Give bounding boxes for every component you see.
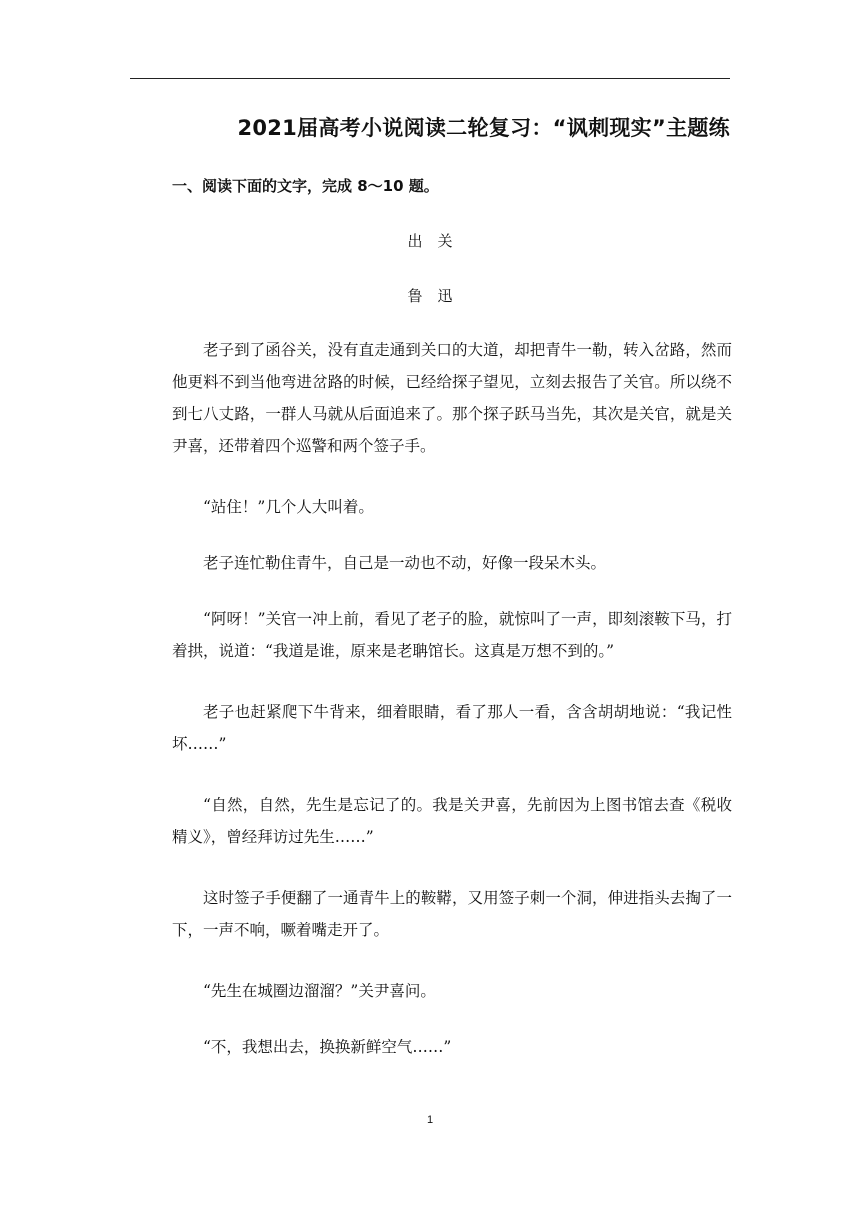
story-title: 出关 — [407, 232, 468, 250]
header-rule — [130, 78, 730, 79]
paragraph: 老子到了函谷关，没有直走通到关口的大道，却把青牛一勒，转入岔路，然而他更料不到当他弯进岔路的时候，已经给探子望见，立刻去报告了关官。所以绕不到七八丈路，一群人马就从后面追来了。那个探子跃马当先，其次是关官，就是关尹喜，还带着四个巡警和两个签子手。 — [172, 341, 732, 455]
story-author: 鲁迅 — [407, 287, 468, 305]
paragraph: “站住！”几个人大叫着。 — [203, 498, 374, 516]
paragraph: 这时签子手便翻了一通青牛上的鞍鞯，又用签子刺一个洞，伸进指头去掏了一下，一声不响，噘着嘴走开了。 — [172, 889, 732, 939]
paragraph: “先生在城圈边溜溜？”关尹喜问。 — [203, 982, 436, 1000]
paragraph: 老子连忙勒住青牛，自己是一动也不动，好像一段呆木头。 — [203, 554, 607, 572]
paragraph: “阿呀！”关官一冲上前，看见了老子的脸，就惊叫了一声，即刻滚鞍下马，打着拱，说道：“我道是谁，原来是老聃馆长。这真是万想不到的。” — [172, 610, 732, 660]
story-body — [172, 334, 732, 1092]
paragraph: 老子也赶紧爬下牛背来，细着眼睛，看了那人一看，含含胡胡地说：“我记性坏……” — [172, 703, 732, 753]
page-number: 1 — [426, 1114, 434, 1126]
section-heading: 一、阅读下面的文字，完成 8～10 题。 — [172, 177, 439, 195]
paragraph: “不，我想出去，换换新鲜空气……” — [203, 1038, 452, 1056]
paragraph: “自然，自然，先生是忘记了的。我是关尹喜，先前因为上图书馆去查《税收精义》，曾经拜访过先生……” — [172, 796, 732, 846]
document-title: 2021届高考小说阅读二轮复习：“讽刺现实”主题练 — [237, 116, 730, 140]
